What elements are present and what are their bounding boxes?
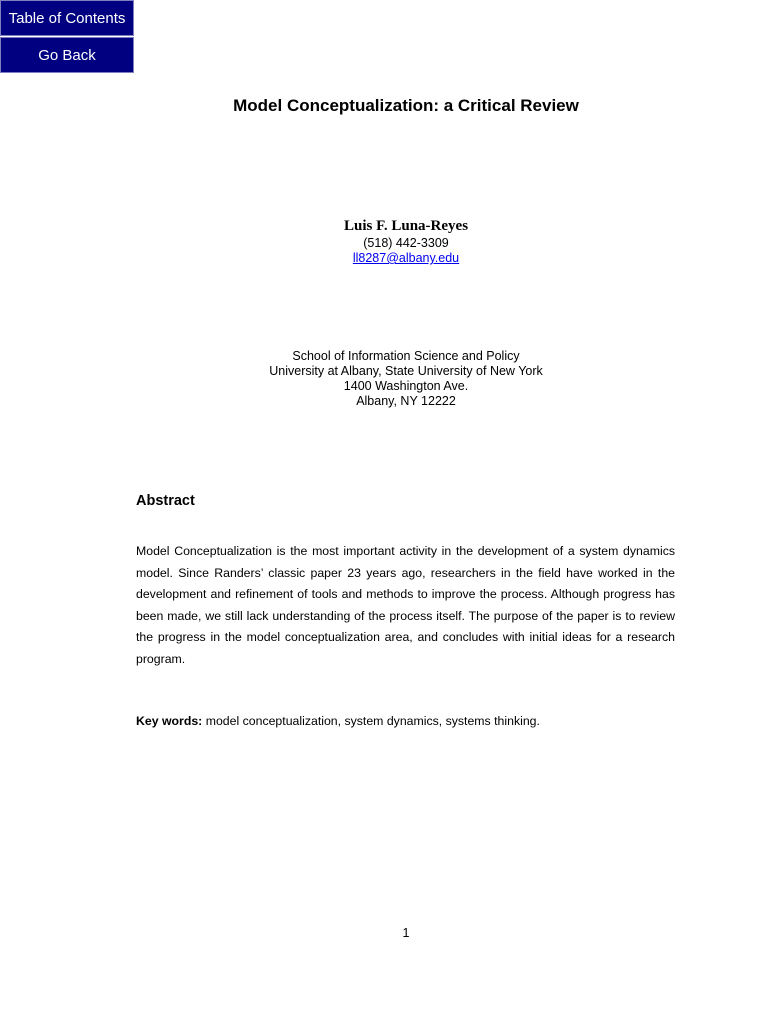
- affiliation-university: University at Albany, State University of New York: [269, 364, 543, 378]
- affiliation-school: School of Information Science and Policy: [292, 349, 520, 363]
- keywords-text: model conceptualization, system dynamics, systems thinking.: [202, 714, 540, 728]
- table-of-contents-button[interactable]: [0, 0, 134, 36]
- affiliation-street: 1400 Washington Ave.: [343, 379, 469, 393]
- page-number: 1: [402, 926, 410, 940]
- affiliation-city: Albany, NY 12222: [356, 394, 456, 408]
- go-back-button[interactable]: [0, 37, 134, 73]
- affiliation-block: [0, 349, 768, 409]
- author-phone: (518) 442-3309: [363, 236, 449, 250]
- author-block: [0, 217, 768, 266]
- table-of-contents-label: Table of Contents: [8, 9, 126, 27]
- author-email-link[interactable]: ll8287@albany.edu: [352, 251, 460, 265]
- author-name: Luis F. Luna-Reyes: [343, 218, 469, 234]
- abstract-heading: Abstract: [136, 493, 195, 509]
- go-back-label: Go Back: [38, 46, 96, 64]
- abstract-text: Model Conceptualization is the most important activity in the development of a system dynamics model. Since Randers’ classic paper 23 years ago, researchers in the field have worked in the development and refinement of tools and methods to improve the process. Although progress has been made, we still lack understanding of the process itself. The purpose of the paper is to review the progress in the model conceptualization area, and concludes with initial ideas for a research program.: [136, 544, 675, 666]
- paper-title: Model Conceptualization: a Critical Review: [233, 96, 579, 115]
- keywords-line: [136, 714, 675, 728]
- keywords-label: Key words:: [136, 714, 203, 728]
